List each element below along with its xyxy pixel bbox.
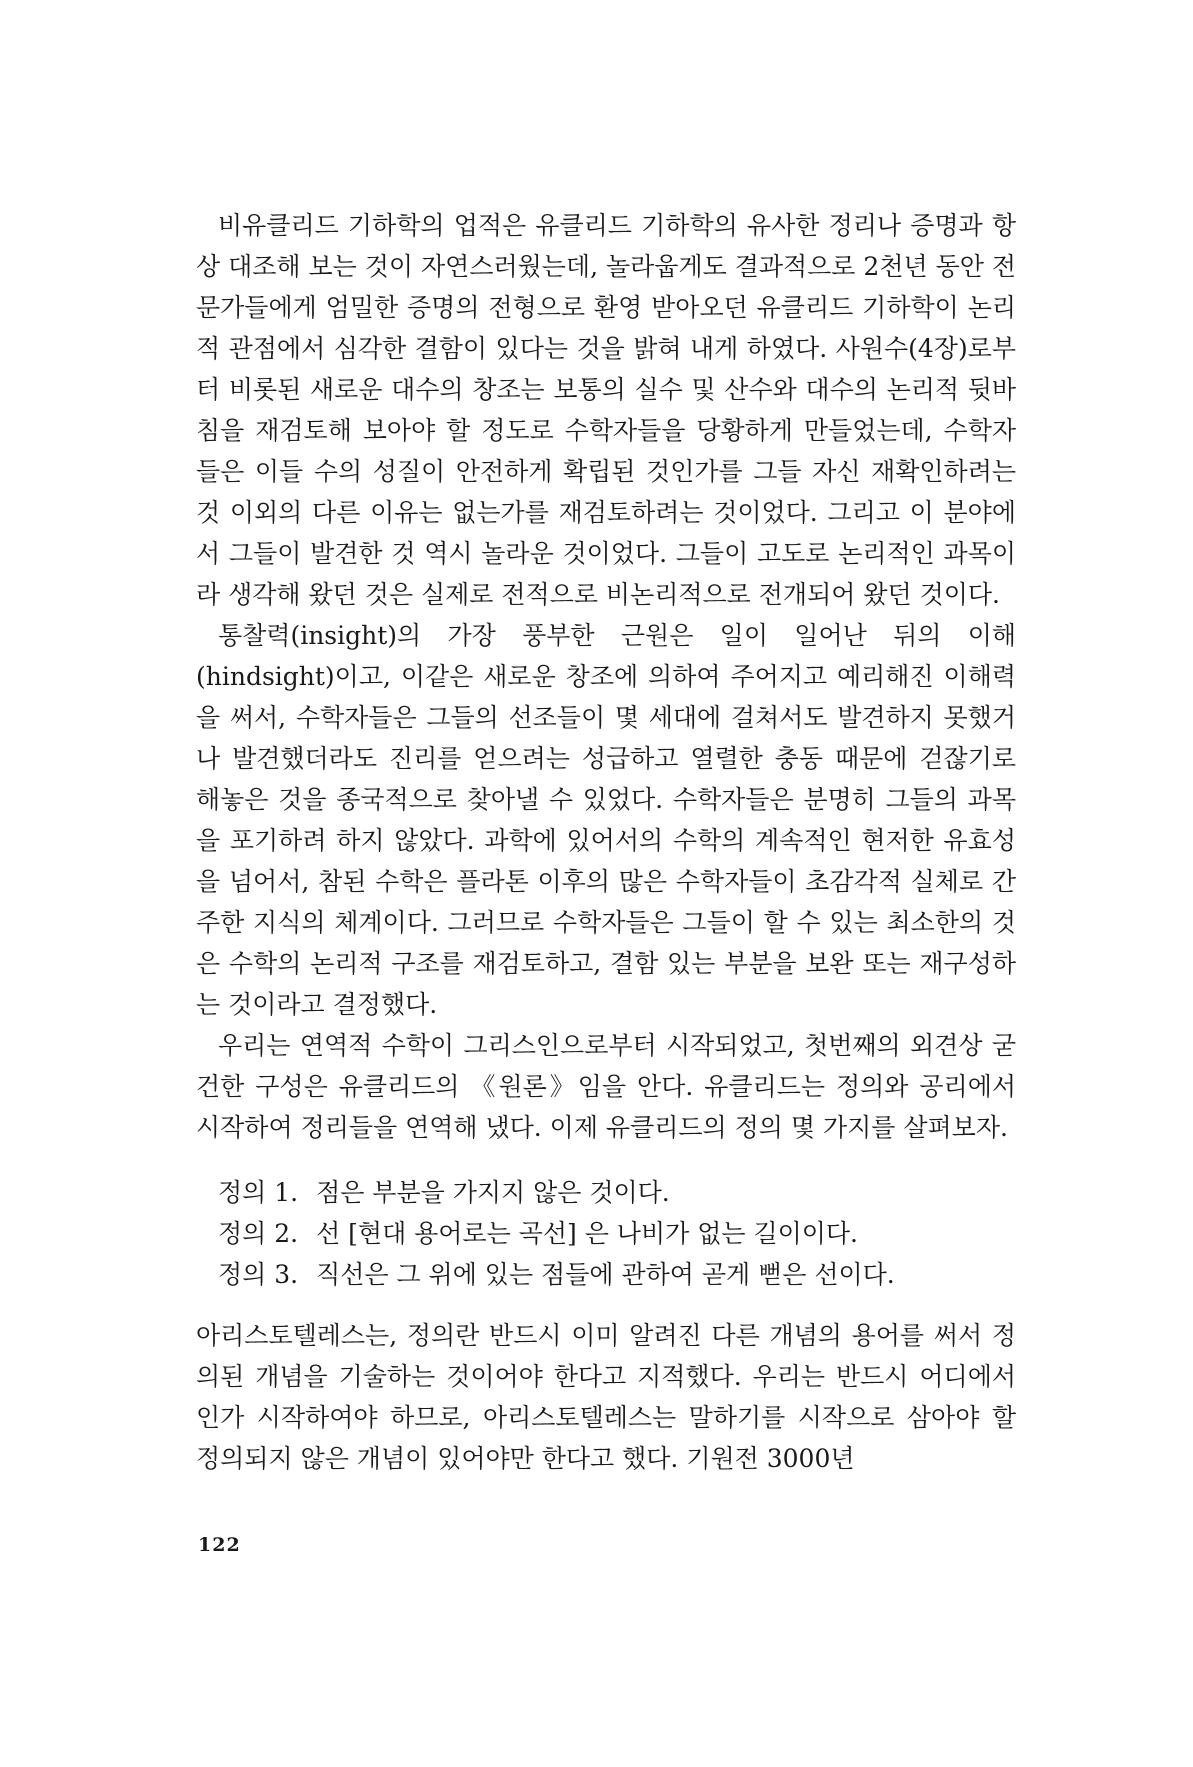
definition-1: [218, 1172, 1016, 1213]
definition-1-label: 정의 1.: [218, 1178, 299, 1207]
definition-3: [218, 1254, 1016, 1295]
definition-1-text: 점은 부분을 가지지 않은 것이다.: [316, 1178, 670, 1207]
definition-3-label: 정의 3.: [218, 1260, 299, 1289]
paragraph-deductive-math: 우리는 연역적 수학이 그리스인으로부터 시작되었고, 첫번째의 외견상 굳건한 구성은 유클리드의 《원론》임을 안다. 유클리드는 정의와 공리에서 시작하여 정리들을 연역해 냈다. 이제 유클리드의 정의 몇 가지를 살펴보자.: [196, 1031, 1016, 1142]
definition-2-label: 정의 2.: [218, 1219, 299, 1248]
paragraph-non-euclidean: 비유클리드 기하학의 업적은 유클리드 기하학의 유사한 정리나 증명과 항상 대조해 보는 것이 자연스러웠는데, 놀라웁게도 결과적으로 2천년 동안 전문가들에게 엄밀한 증명의 전형으로 환영 받아오던 유클리드 기하학이 논리적 관점에서 심각한 결함이 있다는 것을 밝혀 내게 하였다. 사원수(4장)로부터 비롯된 새로운 대수의 창조는 보통의 실수 및 산수와 대수의 논리적 뒷바침을 재검토해 보아야 할 정도로 수학자들을 당황하게 만들었는데, 수학자들은 이들 수의 성질이 안전하게 확립된 것인가를 그들 자신 재확인하려는 것 이외의 다른 이유는 없는가를 재검토하려는 것이었다. 그리고 이 분야에서 그들이 발견한 것 역시 놀라운 것이었다. 그들이 고도로 논리적인 과목이라 생각해 왔던 것은 실제로 전적으로 비논리적으로 전개되어 왔던 것이다.: [196, 211, 1016, 609]
page-body: [196, 205, 1016, 1479]
definition-2-text: 선 [현대 용어로는 곡선] 은 나비가 없는 길이이다.: [316, 1219, 858, 1248]
page-number: 122: [198, 1534, 241, 1556]
paragraph-insight: 통찰력(insight)의 가장 풍부한 근원은 일이 일어난 뒤의 이해(hindsight)이고, 이같은 새로운 창조에 의하여 주어지고 예리해진 이해력을 써서, 수학자들은 그들의 선조들이 몇 세대에 걸쳐서도 발견하지 못했거나 발견했더라도 진리를 얻으려는 성급하고 열렬한 충동 때문에 걷잖기로 해놓은 것을 종국적으로 찾아낼 수 있었다. 수학자들은 분명히 그들의 과목을 포기하려 하지 않았다. 과학에 있어서의 수학의 계속적인 현저한 유효성을 넘어서, 참된 수학은 플라톤 이후의 많은 수학자들이 초감각적 실체로 간주한 지식의 체계이다. 그러므로 수학자들은 그들이 할 수 있는 최소한의 것은 수학의 논리적 구조를 재검토하고, 결함 있는 부분을 보완 또는 재구성하는 것이라고 결정했다.: [196, 621, 1016, 1019]
definition-2: [218, 1213, 1016, 1254]
definitions-list: [196, 1172, 1016, 1295]
paragraph-aristotle: 아리스토텔레스는, 정의란 반드시 이미 알려진 다른 개념의 용어를 써서 정의된 개념을 기술하는 것이어야 한다고 지적했다. 우리는 반드시 어디에서인가 시작하여야 하므로, 아리스토텔레스는 말하기를 시작으로 삼아야 할 정의되지 않은 개념이 있어야만 한다고 했다. 기원전 3000년: [196, 1321, 1016, 1473]
definition-3-text: 직선은 그 위에 있는 점들에 관하여 곧게 뻗은 선이다.: [316, 1260, 895, 1289]
